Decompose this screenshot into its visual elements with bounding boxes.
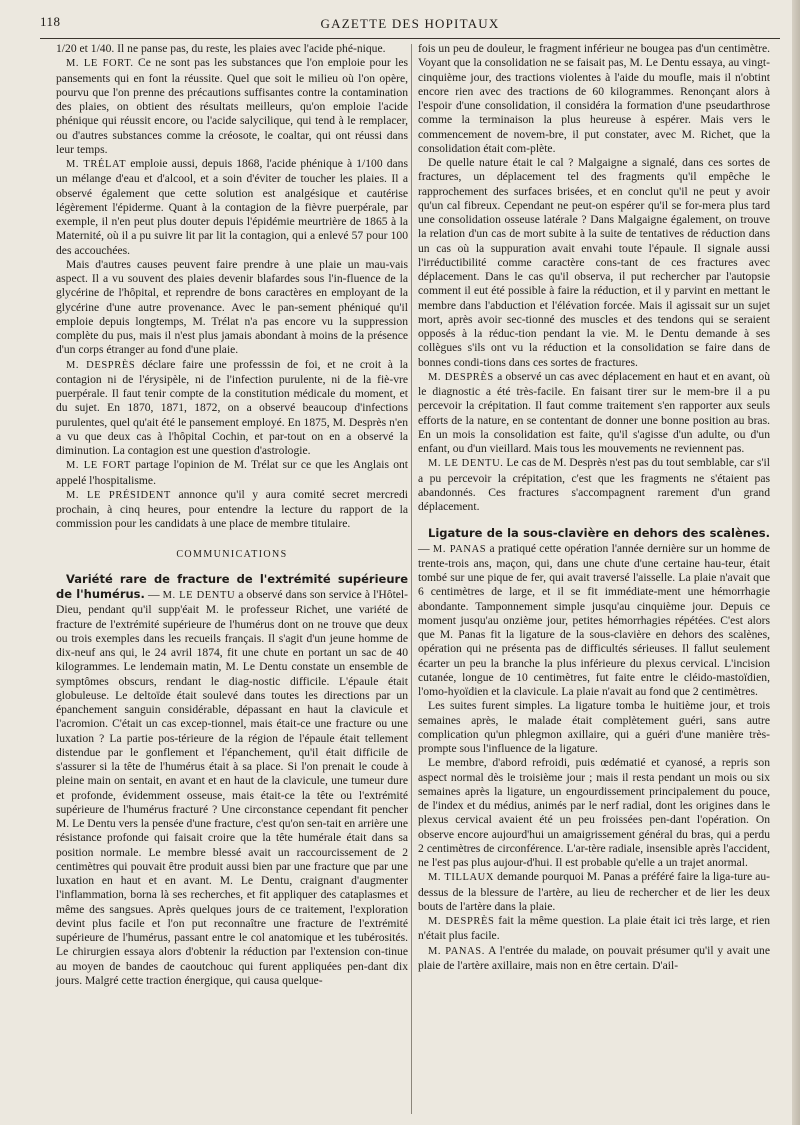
- paragraph: De quelle nature était le cal ? Malgaigne a signalé, dans ces sortes de fractures, un déplacement tel des fragments qu'il empêche le rapprochement des surfaces brisées, et en conclut qu'il ne peut y avoir qu'un cal fibreux. Cependant ne peut-on espérer qu'il se for-mera plus tard une consolidation osseuse latérale ? Dans Malgaigne également, on trouve la relation d'un cas de mort subite à la suite de tentatives de réduction dans un cas où la suppuration avait envahi toute l'épaule. Il signale aussi l'irréductibilité comme caractère cons-tant de ces fractures avec déplacement. Dans le cas qu'il observa, il put rechercher par l'autopsie comment il eut été possible à faire la réduction, et il y parvint en mettant le membre dans l'abduction et l'élévation forcée. Mais il agissait sur un sujet mort, après avoir sec-tionné des muscles et des tendons qui se seraient opposés à la réduc-tion pendant la vie. M. le Dentu demande à ses collègues s'ils ont vu la réduction et la consolidation se faire dans de bonnes condi-tions dans ces sortes de fractures.: [418, 156, 770, 369]
- page-header: [40, 10, 780, 39]
- paragraph-text: Ce ne sont pas les substances que l'on emploie pour les pansements qui en font la réussite. Quel que soit le milieu où l'on opère, pourvu que l'on prenne des précautions suffisantes contre la contamination des plaies, on obtient des résultats meilleurs, qu'on emploie l'acide phénique qui réussit encore, ou l'acide salycilique, qui tend à le remplacer, ou d'autres substances comme la créosote, le coaltar, qui ont réussi dans leur temps.: [56, 56, 408, 156]
- spacer: [418, 514, 770, 526]
- paragraph-text: déclare faire une professsin de foi, et ne croit à la contagion ni de l'érysipèle, ni de l'infection purulente, ni de la fiè-vre puerpérale. Il faut tenir compte de la constitution médicale du moment, et du sujet. En 1870, 1871, 1872, on a observé beaucoup d'infections purulentes, quel qu'ait été le pansement employé. En 1875, M. Desprès n'en a vu que deux cas à l'hôpital Cochin, et par-tout on en a observé la diminution. La contagion est une question d'astrologie.: [56, 357, 408, 457]
- article-title: Variété rare de fracture de l'extrémité supérieure de l'humérus.: [56, 571, 408, 601]
- paragraph-text: A l'entrée du malade, on pouvait présumer qu'il y avait une plaie de l'artère axillaire, mais non en être certain. D'ail-: [418, 943, 770, 972]
- paragraph-text: partage l'opinion de M. Trélat sur ce que les Anglais ont appelé l'hospitalisme.: [56, 458, 409, 487]
- paragraph: [56, 358, 408, 459]
- paragraph: Le membre, d'abord refroidi, puis œdématié et cyanosé, a repris son aspect normal dès le troisième jour ; mais il resta pendant un mois ou six semaines après la ligature, un engourdissement principalement du pouce, de l'index et du médius, animés par le nerf radial, dont les origines dans le plexus cervical avaient été un peu froissées pen-dant l'opération. On observe encore aujourd'hui un amaigrissement général du bras, qui a perdu 2 centimètres de circonférence. L'ar-tère radiale, insensible après l'accident, ne l'est pas plus aujour-d'hui. Il est probable qu'elle a un trajet anormal.: [418, 756, 770, 869]
- speaker-name: M. DESPRÈS: [428, 916, 495, 927]
- title-dash: —: [418, 541, 433, 555]
- paragraph: [418, 456, 770, 514]
- speaker-name: M. TRÉLAT: [66, 159, 127, 170]
- column-divider: [411, 44, 412, 1114]
- paragraph: [418, 370, 770, 457]
- paragraph-text: fait la même question. La plaie était ici très large, et rien n'était plus facile.: [418, 914, 770, 943]
- paragraph: Mais d'autres causes peuvent faire prendre à une plaie un mau-vais aspect. Il a vu souvent des plaies devenir blafardes sous l'in-fluence de la glycérine de l'hôpital, et reprendre de bons caractères en employant de la glycérine d'une autre provenance. Avec le pan-sement phéniqué qu'il emploie depuis longtemps, M. Trélat n'a pas encore vu la suppression complète du pus, mais il n'est plus jamais abondant à moins de la présence d'un corps étranger au fond d'une plaie.: [56, 257, 408, 357]
- paragraph-text: a observé un cas avec déplacement en haut et en avant, où le diagnostic a été très-facile. En faisant tirer sur le mem-bre il a pu percevoir la crépitation. Il faut comme traitement s'en rapporter aux seuls efforts de la nature, en se contentant de donner une bonne position au bras. En un mois la consolidation est faite, qu'il s'agisse d'un adulte, ou d'un enfant, ou d'un vieillard. Mais tous les mouvements ne reviennent pas.: [418, 369, 770, 455]
- paragraph: fois un peu de douleur, le fragment inférieur ne bougea pas d'un centimètre. Voyant que la consolidation ne se faisait pas, M. Le Dentu essaya, au vingt-cinquième jour, des tractions violentes à l'aide du moufle, mais il n'obtint encore rien avec des tractions de 60 kilogrammes. Renonçant alors à l'espoir d'une consolidation, il considéra la formation d'une pseudarthrose comme la terminaison la plus heureuse à espérer. Mais vers le commencement de novem-bre, il put constater, avec M. Richet, que la consolidation était com-plète.: [418, 42, 770, 155]
- paragraph: [56, 488, 408, 532]
- paragraph: [418, 914, 770, 944]
- article-title: Ligature de la sous-clavière en dehors des scalènes.: [428, 526, 770, 541]
- right-column: [418, 42, 770, 973]
- page-number: 118: [40, 14, 61, 29]
- speaker-name: M. DESPRÈS: [428, 371, 494, 383]
- speaker-name: M. LE DENTU: [162, 590, 236, 601]
- speaker-name: M. TILLAUX: [428, 872, 495, 884]
- paragraph: [56, 56, 408, 157]
- speaker-name: M. PANAS: [432, 543, 487, 555]
- paragraph: [56, 157, 408, 258]
- paragraph: Variété rare de fracture de l'extrémité supérieure de l'humérus. — M. LE DENTU a observé dans son service à l'Hôtel-Dieu, pendant qu'il supp'éait M. le professeur Richet, une variété de fracture de l'extrémité supérieure de l'humérus dont on ne trouve que deux ou trois exemples dans les recueils français. Il s'agit d'un jeune homme de dix-neuf ans qui, le 24 avril 1874, fit une chute en portant un sac de 40 kilogrammes. Le lendemain matin, M. Le Dentu constate un ensemble de symptômes obscurs, rendant le diag-nostic difficile. L'épaule était globuleuse. Le deltoïde était soulevé dans toutes les directions par un épanchement sanguin considérable, dépassant en haut la clavicule et l'acromion. C'était un cas excep-tionnel, mais était-ce une fracture ou une luxation ? La partie pos-térieure de la région de l'épaule était tellement distendue par le gonflement et l'épanchement, qu'il était difficile de s'assurer si la tête de l'humérus était à sa place. Si l'on prenait le coude à pleine main on sentait, en avant et en haut de la clavicule, une tumeur dure et profonde, évidemment osseuse, mais était-ce la tête ou l'extrémité supérieure de l'humérus fracturé ? Une circonstance cependant fit pencher M. Le Dentu vers la pensée d'une fracture, c'est qu'on sen-tait en arrière une résistance profonde qui faisait croire que la tête humérale était dans sa position normale. Le membre blessé avait un raccourcissement de 2 centimètres qui pouvait être produit aussi bien par une fracture que par une luxation en haut et en avant. M. Le Dentu, craignant d'augmenter l'inflammation, borna là ses recherches, et fit appliquer des cataplasmes et même des sangsues. Après quelques jours de ce traitement, l'exploration devint plus facile et l'on put reconnaître une fracture de l'extrémité supérieure de l'humérus, passant entre le col anatomique et les tubérosités. Le chirurgien essaya alors d'obtenir la réduction par l'extension con-tinue au moyen de bandes de caoutchouc qui furent appliquées pen-dant dix jours. Malgré cette traction énergique, qui causa quelque-: [56, 571, 409, 987]
- left-column: [56, 42, 408, 988]
- page-edge-shadow: [792, 0, 800, 1125]
- paragraph: 1/20 et 1/40. Il ne panse pas, du reste, les plaies avec l'acide phé-nique.: [56, 42, 386, 55]
- paragraph: [418, 526, 770, 699]
- paragraph: [418, 944, 770, 974]
- section-heading: COMMUNICATIONS: [176, 548, 288, 560]
- journal-title: GAZETTE DES HOPITAUX: [320, 16, 500, 31]
- paragraph: [56, 458, 408, 488]
- paragraph-text: Le cas de M. Desprès n'est pas du tout semblable, car s'il a pu percevoir la crépitation, c'est que les fragments ne s'étaient pas abandonnés. Ces fractures s'accompagnent rarement d'un grand déplacement.: [418, 456, 770, 513]
- paragraph-text: annonce qu'il y aura comité secret mercredi prochain, à cinq heures, pour entendre la lecture du rapport de la commission pour les candidats à une place de membre titulaire.: [56, 487, 409, 531]
- speaker-name: M. LE FORT: [66, 460, 131, 472]
- speaker-name: M. LE PRÉSIDENT: [66, 489, 171, 501]
- paragraph: Les suites furent simples. La ligature tomba le huitième jour, et trois semaines après, le malade était complètement guéri, sans autre complication qu'un phlegmon axillaire, qui a guéri d'une manière très-prompte sous l'influence de la ligature.: [418, 699, 770, 755]
- paragraph-text: a observé dans son service à l'Hôtel-Dieu, pendant qu'il supp'éait M. le professeur Richet, une variété de fracture de l'extrémité supérieure de l'humérus dont on ne trouve que deux ou trois exemples dans les recueils français. Il s'agit d'un jeune homme de dix-neuf ans qui, le 24 avril 1874, fit une chute en portant un sac de 40 kilogrammes. Le lendemain matin, M. Le Dentu constate un ensemble de symptômes obscurs, rendant le diag-nostic difficile. L'épaule était globuleuse. Le deltoïde était soulevé dans toutes les directions par un épanchement sanguin considérable, dépassant en haut la clavicule et l'acromion. C'était un cas excep-tionnel, mais était-ce une fracture ou une luxation ? La partie pos-térieure de la région de l'épaule était tellement distendue par le gonflement et l'épanchement, qu'il était difficile de s'assurer si la tête de l'humérus était à sa place. Si l'on prenait le coude à pleine main on sentait, en avant et en haut de la clavicule, une tumeur dure et profonde, évidemment osseuse, mais était-ce la tête ou l'extrémité supérieure de l'humérus fracturé ? Une circonstance cependant fit pencher M. Le Dentu vers la pensée d'une fracture, c'est qu'on sen-tait en arrière une résistance profonde qui faisait croire que la tête humérale était dans sa position normale. Le membre blessé avait un raccourcissement de 2 centimètres qui pouvait être produit aussi bien par une fracture que par une luxation en haut et en avant. M. Le Dentu, craignant d'augmenter l'inflammation, borna là ses recherches, et fit appliquer des cataplasmes et même des sangsues. Après quelques jours de ce traitement, l'exploration devint plus facile et l'on put reconnaître une fracture de l'extrémité supérieure de l'humérus, passant entre le col anatomique et les tubérosités. Le chirurgien essaya alors d'obtenir la réduction par l'extension con-tinue au moyen de bandes de caoutchouc qui furent appliquées pen-dant dix jours. Malgré cette traction énergique, qui causa quelque-: [56, 588, 409, 987]
- speaker-name: M. LE FORT.: [66, 58, 134, 70]
- speaker-name: M. LE DENTU.: [428, 458, 504, 470]
- paragraph-text: a pratiqué cette opération l'année dernière sur un homme de trente-trois ans, maçon, qui, dans une chute d'une certaine hau-teur, était tombé sur une pique de fer, qui avait traversé l'aisselle. La plaie n'avait que 6 centimètres de large, et il se fit immédiate-ment une hémorrhagie abondante. Tamponnement simple jusqu'au cinquième jour. Depuis ce moment jusqu'au onzième jour, petites hémorrhagies répétées. C'est alors que M. Panas fit la ligature de la sous-clavière en dehors des scalènes, opération qui ne présenta pas de difficultés sérieuses. Il fallut seulement écarter un peu la branche la plus inférieure du plexus cervical. L'incision cutanée, longue de 10 centimètres, fut faite entre le cléido-mastoïdien, l'omo-hyoïdien et la clavicule. La plaie n'avait au fond que 2 centimètres.: [418, 541, 770, 698]
- speaker-name: M. PANAS.: [428, 945, 485, 957]
- paragraph: [418, 870, 770, 914]
- paragraph-text: emploie aussi, depuis 1868, l'acide phénique à 1/100 dans un mélange d'eau et d'alcool, et a soin d'éviter de toucher les plaies. Il a observé également que cette solution est analgésique et cautérise légèrement l'épiderme. Quant à la contagion de la fièvre puerpérale, par exemple, il n'en peut plus douter depuis l'épidémie meurtrière de 1865 à la Maternité, où il a pu suivre lit par lit la contagion, qui a enlevé 57 pour 100 des accouchées.: [56, 157, 408, 257]
- speaker-name: M. DESPRÈS: [66, 359, 136, 371]
- paragraph-text: demande pourquoi M. Panas a préféré faire la liga-ture au-dessus de la blessure de l'artère, au lieu de rechercher et de lier les deux bouts de l'artère dans la plaie.: [418, 870, 770, 913]
